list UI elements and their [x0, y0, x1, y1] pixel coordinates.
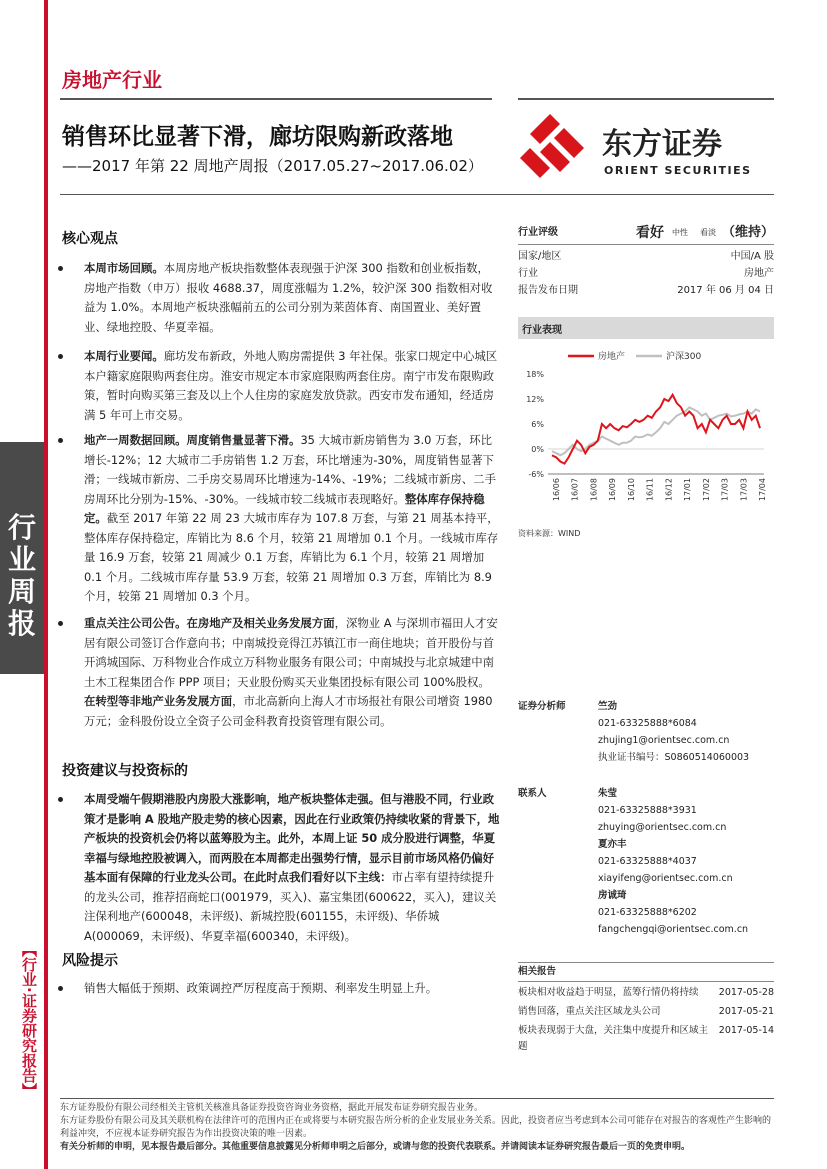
info-row: 国家/地区 中国/A 股 [518, 251, 774, 262]
related-item[interactable]: 销售回落，重点关注区域龙头公司 2017-05-21 [518, 1006, 774, 1017]
rating-value: 看好 [636, 225, 664, 241]
sector-label: 房地产行业 [62, 68, 162, 92]
y-tick-label: 12% [526, 395, 544, 404]
core-point-3: 地产一周数据回顾。周度销售量显著下滑。35 大城市新房销售为 3.0 万套，环比增长-12%；12 大城市二手房销售 1.2 万套，环比增速为-30%，周度销售显著下滑；一线城市新房、二手房交易周环比增速为-14%、-19%；二线城市新房、二手房周环比分别为-15%、-30%。一线城市较二线城市表现略好。整体库存保持稳定。截至 2017 年第 22 周 23 大城市库存为 107.8 万套，与第 21 周基本持平，整体库存保持稳定，库销比为 8.6 个月，较第 21 周增加 0.1 个月。一线城市库存量 16.9 万套，较第 21 周减少 0.1 万套，库销比为 6.1 个月，较第 21 周增加 0.1 个月。二线城市库存量 53.9 万套，较第 21 周增加 0.3 万套，库销比为 8.9 个月，较第 21 周增加 0.3 个月。 [60, 431, 500, 607]
report-subtitle: ——2017 年第 22 周地产周报（2017.05.27~2017.06.02） [62, 157, 483, 175]
x-tick-label: 16/08 [589, 478, 599, 502]
divider [60, 194, 774, 195]
line-chart [518, 342, 774, 514]
company-logo [520, 112, 780, 186]
y-tick-label: 18% [526, 370, 544, 379]
bullet-icon [58, 438, 63, 443]
advice-point: 本周受端午假期港股内房股大涨影响，地产板块整体走强。但与港股不同，行业政策才是影响 A 股地产股走势的核心因素，因此在行业政策仍持续收紧的背景下，地产板块的投资机会仍将以蓝筹股为主。此外，本周上证 50 成分股进行调整，华夏幸福与绿地控股被调入，而两股在本周都走出强势行情，显示目前市场风格仍偏好基本面有保障的行业龙头公司。在此时点我们看好以下主线：市占率有望持续提升的龙头公司，推荐招商蛇口(001979，买入)、嘉宝集团(600622，买入)，建议关注保利地产(600048，未评级)、新城控股(601155，未评级)、华侨城 A(000069，未评级)、华夏幸福(600340，未评级)。 [60, 790, 500, 946]
divider [60, 98, 492, 100]
y-tick-label: -6% [528, 470, 544, 479]
svg-text:东方证券: 东方证券 [602, 127, 722, 162]
related-heading: 相关报告 [518, 962, 774, 982]
related-item[interactable]: 板块相对收益趋于明显，蓝筹行情仍将持续 2017-05-28 [518, 987, 774, 998]
industry-chart [518, 342, 774, 514]
info-row: 报告发布日期 2017 年 06 月 04 日 [518, 285, 774, 296]
analyst-name: 竺劲 [598, 701, 618, 712]
y-tick-label: 6% [531, 420, 544, 429]
chart-title-bar [518, 317, 774, 339]
core-heading: 核心观点 [62, 231, 118, 247]
analyst-cert: 执业证书编号：S0860514060003 [598, 752, 750, 763]
bullet-icon [58, 986, 63, 991]
x-tick-label: 17/03 [720, 478, 730, 502]
rating-option: 看淡 [700, 228, 716, 237]
series-line [552, 395, 760, 464]
x-tick-label: 16/12 [664, 478, 674, 502]
contact-name: 夏亦丰 [598, 839, 627, 850]
x-tick-label: 17/02 [701, 478, 711, 502]
analyst-phone: 021-63325888*6084 [598, 718, 697, 729]
sidebar-bottom-tag: 【行业·证券研究报告】 [20, 942, 38, 1098]
contact-name: 朱莹 [598, 788, 618, 799]
bullet-icon [58, 266, 63, 271]
rating-label: 行业评级 [518, 227, 558, 238]
x-tick-label: 16/06 [552, 478, 561, 502]
disclaimer: 东方证券股份有限公司经相关主管机关核准具备证券投资咨询业务资格，据此开展发布证券研究报告业务。 东方证券股份有限公司及其关联机构在法律许可的范围内正在或将要与本研究报告所分析的企业发展业务关系。因此，投资者应当考虑到本公司可能存在对报告的客观性产生影响的利益冲突，不应视本证券研究报告为作出投资决策的唯一因素。 有关分析师的申明，见本报告最后部分。其他重要信息披露见分析师申明之后部分，或请与您的投资代表联系。并请阅读本证券研究报告最后一页的免责申明。 [60, 1103, 772, 1152]
bullet-icon [58, 354, 63, 359]
legend-label: 房地产 [598, 352, 626, 362]
rating-keep: （维持） [721, 225, 774, 240]
contact-name: 房诚琦 [598, 890, 627, 901]
core-point-4: 重点关注公司公告。在房地产及相关业务发展方面，深物业 A 与深圳市福田人才安居有限公司签订合作意向书；中南城投竞得江苏镇江市一商住地块；首开股份与首开鸿城国际、万科物业合作成立万科物业服务有限公司；中南城投与北京城建中南土木工程集团合作 PPP 项目；天业股份购买天业集团投标有限公司 100%股权。在转型等非地产业务发展方面，市北高新向上海人才市场报社有限公司增资 1980 万元；金科股份设立全资子公司金科教育投资管理有限公司。 [60, 614, 500, 731]
sidebar-red-line [44, 0, 48, 1169]
legend-label: 沪深300 [666, 352, 702, 362]
bullet-icon [58, 797, 63, 802]
risk-point: 销售大幅低于预期、政策调控严厉程度高于预期、利率发生明显上升。 [60, 979, 500, 999]
x-tick-label: 16/07 [570, 478, 580, 502]
x-tick-label: 16/10 [626, 478, 636, 502]
core-point-2: 本周行业要闻。廊坊发布新政，外地人购房需提供 3 年社保。张家口规定中心城区本户籍家庭限购两套住房。淮安市规定本市家庭限购两套住房。南宁市发布限购政策，暂时向购买第三套及以上个人住房的家庭发放贷款。西安市发布通知，经适房满 5 年可上市交易。 [60, 347, 500, 425]
x-tick-label: 17/01 [683, 478, 693, 502]
related-reports [518, 962, 774, 1055]
bullet-icon [58, 621, 63, 626]
sidebar-report-type: 行业周报 [0, 442, 44, 674]
logo-mark-icon [520, 112, 780, 186]
x-tick-label: 17/04 [758, 478, 767, 502]
y-tick-label: 0% [531, 445, 544, 454]
x-tick-label: 17/03 [739, 478, 749, 502]
analyst-email: zhujing1@orientsec.com.cn [598, 735, 730, 746]
x-tick-label: 16/09 [608, 478, 618, 502]
core-point-1: 本周市场回顾。本周房地产板块指数整体表现强于沪深 300 指数和创业板指数，房地产指数（申万）报收 4688.37，周度涨幅为 1.2%，较沪深 300 指数相对收益为 1.0%。本周地产板块涨幅前五的公司分别为莱茵体育、南国置业、美好置业、绿地控股、华夏幸福。 [60, 259, 500, 337]
divider [60, 1098, 774, 1099]
info-row: 行业 房地产 [518, 268, 774, 279]
contact-block: 联系人 朱莹 021-63325888*3931 zhuying@orientsec.com.cn 夏亦丰 021-63325888*4037 xiayifeng@orientsec.com.cn 房诚琦 021-63325888*6202 fangchengqi@orientsec.com.cn [518, 785, 774, 938]
risk-heading: 风险提示 [62, 953, 118, 969]
x-tick-label: 16/11 [645, 478, 655, 502]
analyst-block: 证券分析师 竺劲 021-63325888*6084 zhujing1@orientsec.com.cn 执业证书编号：S0860514060003 [518, 698, 774, 766]
advice-heading: 投资建议与投资标的 [62, 763, 188, 779]
chart-title: 行业表现 [522, 325, 562, 336]
related-item[interactable]: 板块表现弱于大盘，关注集中度提升和区域主题 2017-05-14 [518, 1025, 774, 1052]
rating-option: 中性 [672, 228, 688, 237]
chart-source: 资料来源：WIND [518, 529, 581, 538]
report-title: 销售环比显著下滑，廊坊限购新政落地 [62, 124, 453, 150]
rating-box [518, 222, 774, 299]
svg-text:ORIENT SECURITIES: ORIENT SECURITIES [604, 164, 752, 177]
divider [518, 98, 774, 100]
